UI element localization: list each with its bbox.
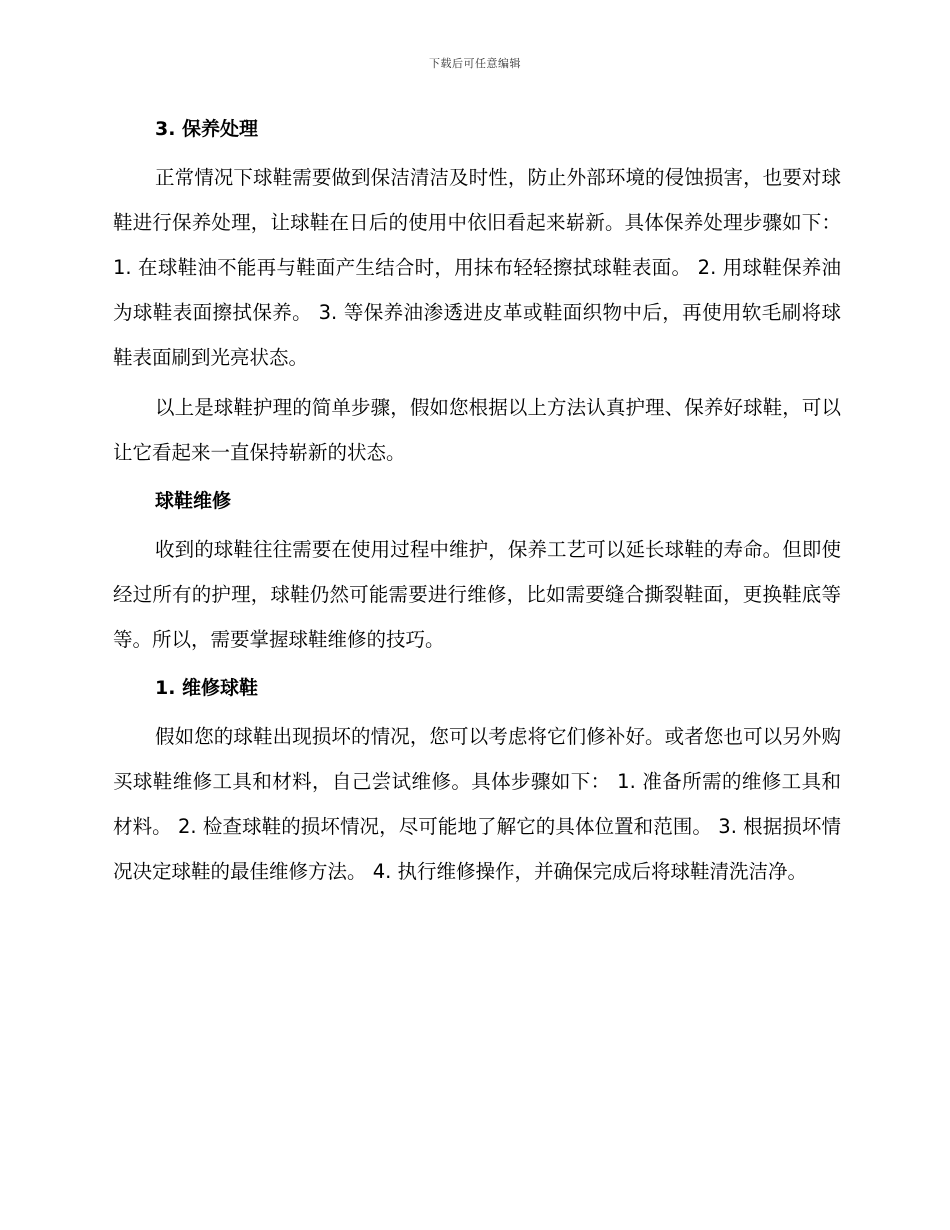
paragraph-repair-intro: 收到的球鞋往往需要在使用过程中维护，保养工艺可以延长球鞋的寿命。但即使经过所有的护理，球鞋仍然可能需要进行维修，比如需要缝合撕裂鞋面，更换鞋底等等。所以，需要掌握球鞋维修的技巧。 xyxy=(113,538,841,651)
section-heading-maintenance: 3. 保养处理 xyxy=(155,118,259,140)
paragraph-maintenance-steps: 正常情况下球鞋需要做到保洁清洁及时性，防止外部环境的侵蚀损害，也要对球鞋进行保养处理，让球鞋在日后的使用中依旧看起来崭新。具体保养处理步骤如下： 1. 在球鞋油不能再与鞋面产生结合时，用抹布轻轻擦拭球鞋表面。 2. 用球鞋保养油为球鞋表面擦拭保养。 3. 等保养油渗透进皮革或鞋面织物中后，再使用软毛刷将球鞋表面刷到光亮状态。 xyxy=(113,166,841,369)
section-heading-repair-shoes: 1. 维修球鞋 xyxy=(155,677,259,699)
document-body xyxy=(113,115,841,894)
page-header: 下载后可任意编辑 xyxy=(429,57,521,70)
paragraph-summary: 以上是球鞋护理的简单步骤，假如您根据以上方法认真护理、保养好球鞋，可以让它看起来一直保持崭新的状态。 xyxy=(113,396,841,464)
section-heading-repair: 球鞋维修 xyxy=(155,490,232,512)
paragraph-repair-steps: 假如您的球鞋出现损坏的情况，您可以考虑将它们修补好。或者您也可以另外购买球鞋维修工具和材料，自己尝试维修。具体步骤如下： 1. 准备所需的维修工具和材料。 2. 检查球鞋的损坏情况，尽可能地了解它的具体位置和范围。 3. 根据损坏情况决定球鞋的最佳维修方法。 4. 执行维修操作，并确保完成后将球鞋清洗洁净。 xyxy=(113,725,841,883)
